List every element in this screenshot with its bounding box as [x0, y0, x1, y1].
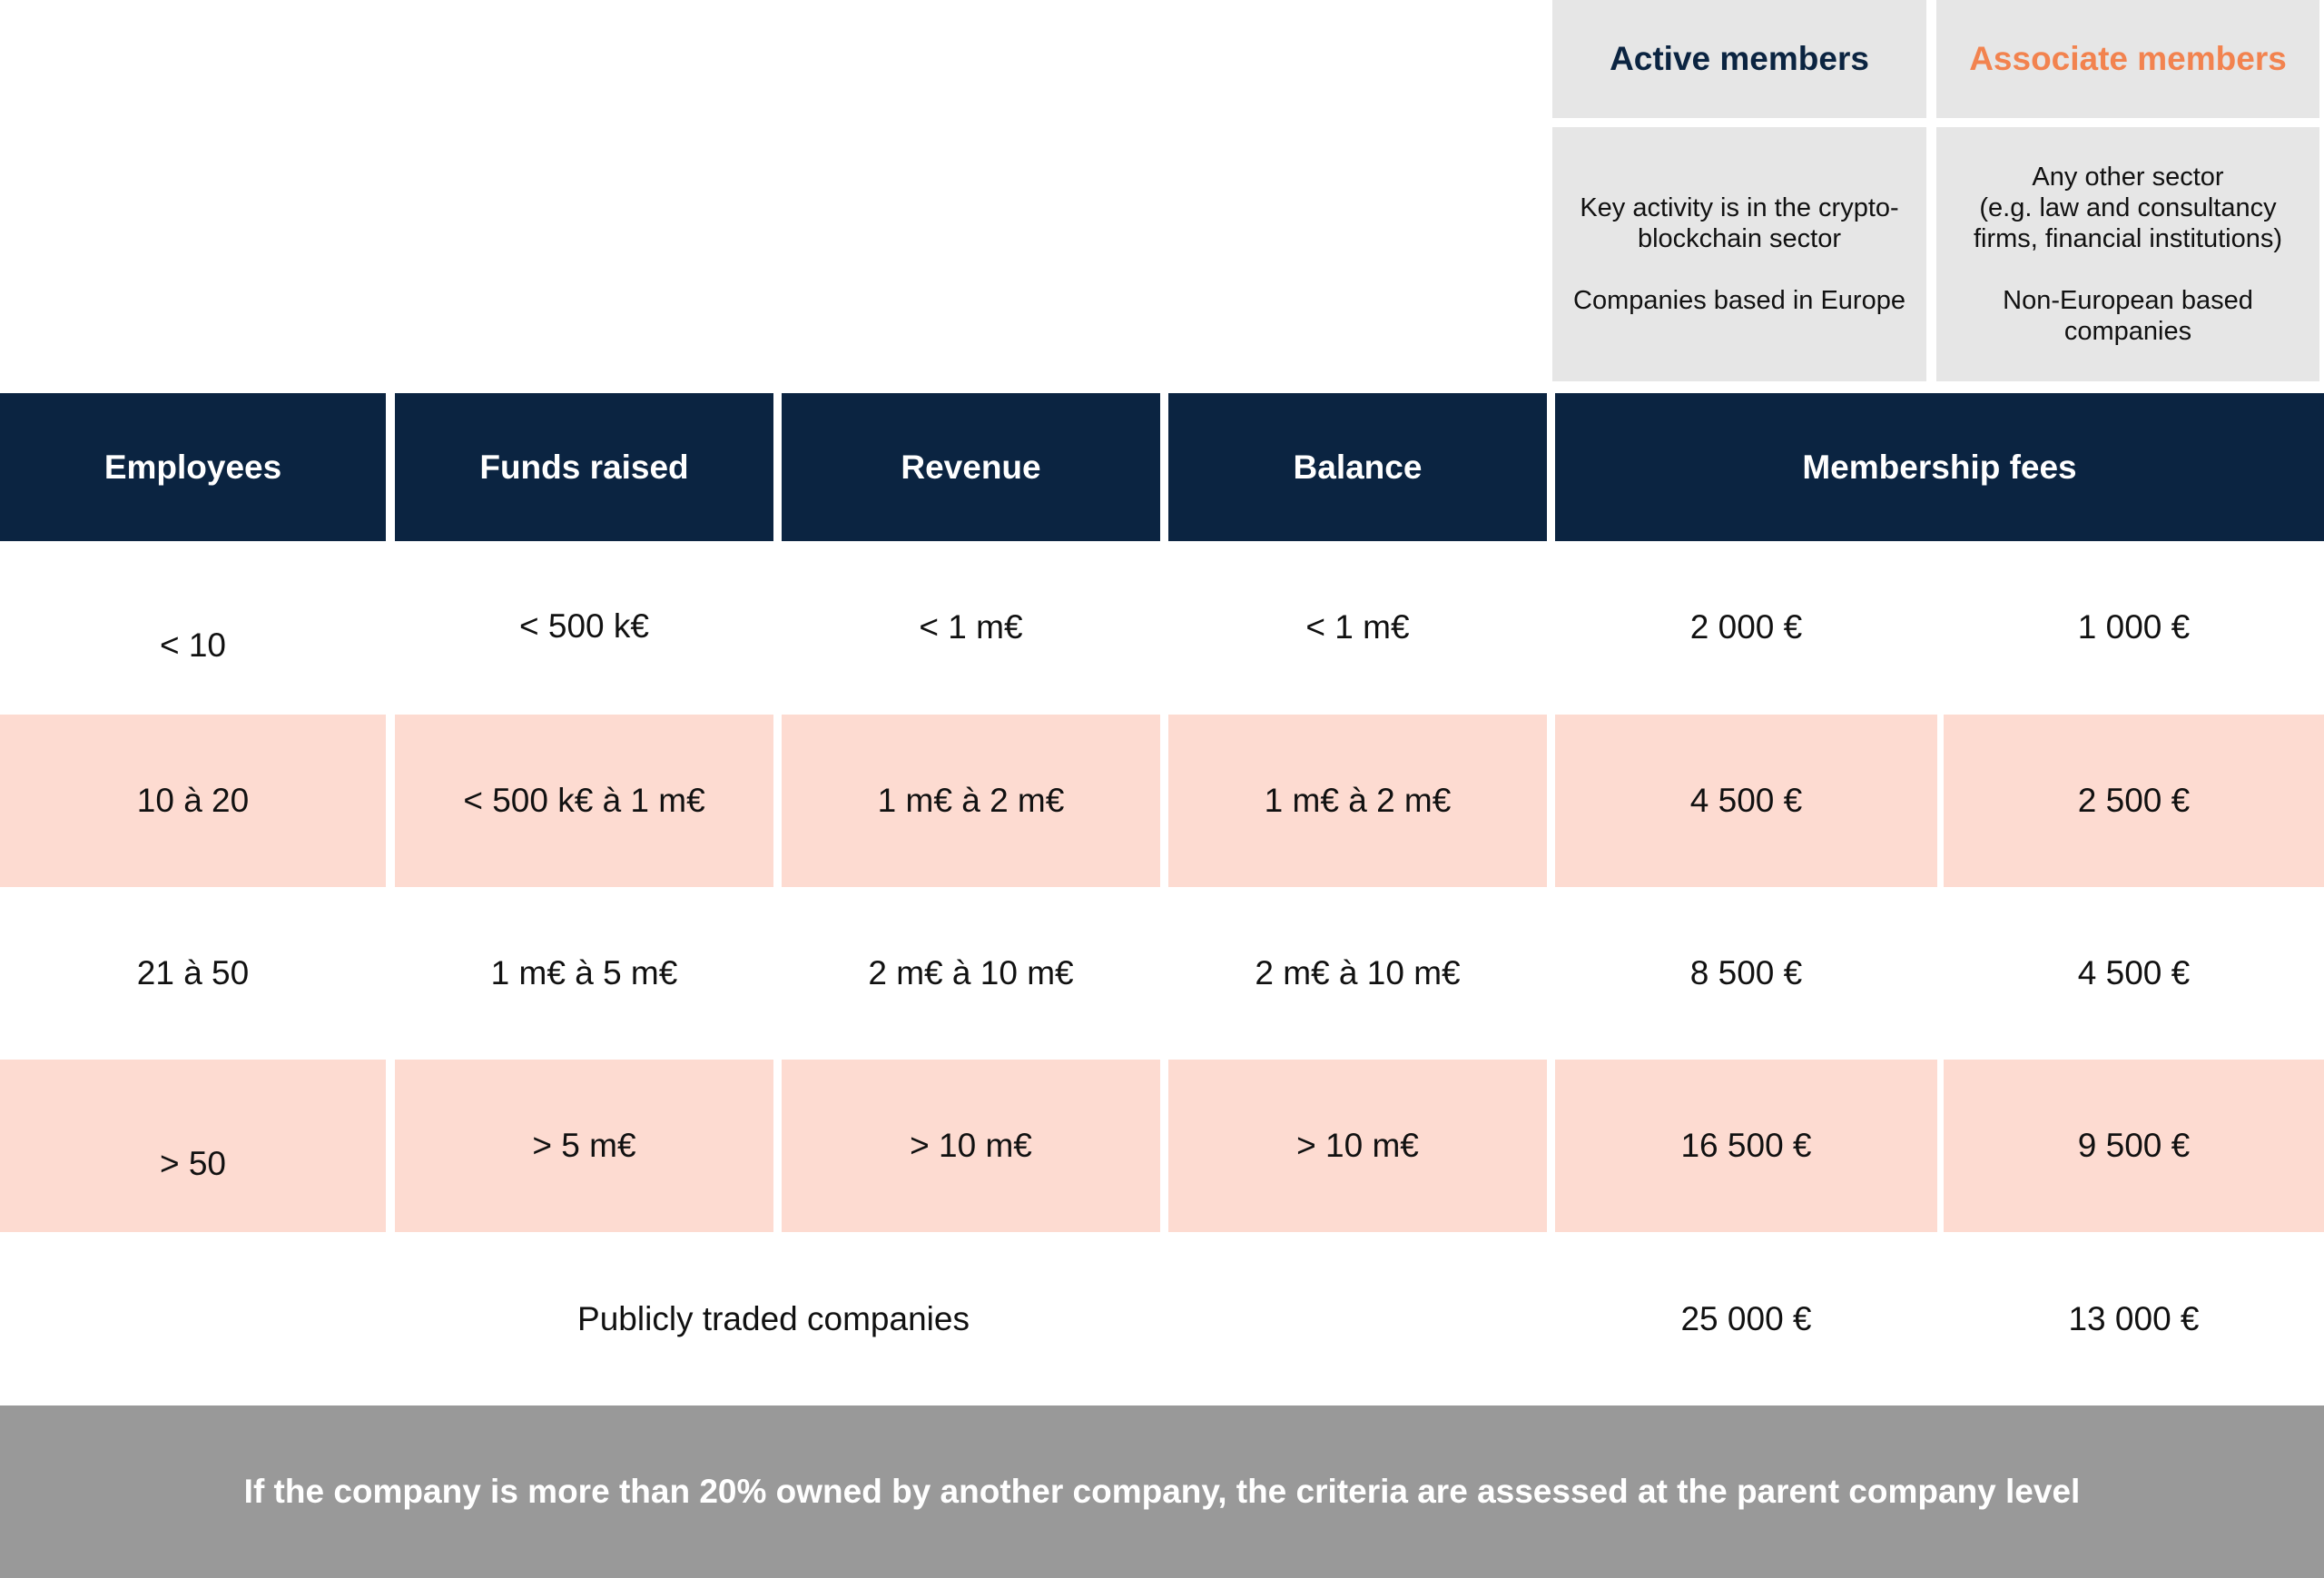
- header-revenue: Revenue: [782, 393, 1160, 541]
- row3-revenue: 2 m€ à 10 m€: [868, 954, 1074, 991]
- row1-revenue: < 1 m€: [919, 608, 1023, 646]
- row2-revenue: 1 m€ à 2 m€: [782, 715, 1160, 887]
- row4-employees: > 50: [0, 1060, 386, 1232]
- row1-associate-fee: 1 000 €: [2077, 608, 2191, 646]
- active-desc-line: blockchain sector: [1637, 224, 1842, 253]
- row4-active-fee: 16 500 €: [1555, 1060, 1937, 1232]
- header-membership-fees: Membership fees: [1555, 393, 2324, 541]
- active-desc-line: Key activity is in the crypto-: [1580, 193, 1899, 222]
- row3-employees: 21 à 50: [136, 954, 250, 991]
- row2-funds: < 500 k€ à 1 m€: [395, 715, 773, 887]
- row1-active-fee: 2 000 €: [1689, 608, 1803, 646]
- footer-note: If the company is more than 20% owned by another company, the criteria are assessed at the parent company level: [0, 1405, 2324, 1578]
- active-members-description: [1552, 127, 1926, 381]
- row2-employees: 10 à 20: [0, 715, 386, 887]
- active-members-title: Active members: [1552, 0, 1926, 118]
- row1-balance: < 1 m€: [1305, 608, 1410, 646]
- header-employees: Employees: [0, 393, 386, 541]
- associate-desc-line: companies: [2063, 317, 2192, 346]
- row2-active-fee: 4 500 €: [1555, 715, 1937, 887]
- active-desc-line: Companies based in Europe: [1573, 286, 1905, 315]
- row1-funds: < 500 k€: [519, 607, 649, 645]
- public-associate-fee: 13 000 €: [2068, 1300, 2200, 1337]
- associate-members-description: [1936, 127, 2319, 381]
- associate-desc-line: firms, financial institutions): [1973, 224, 2283, 253]
- row3-active-fee: 8 500 €: [1689, 954, 1803, 991]
- row4-balance: > 10 m€: [1168, 1060, 1547, 1232]
- row1-employees: < 10: [159, 626, 227, 664]
- row2-associate-fee: 2 500 €: [1944, 715, 2324, 887]
- row2-balance: 1 m€ à 2 m€: [1168, 715, 1547, 887]
- row3-associate-fee: 4 500 €: [2077, 954, 2191, 991]
- associate-members-title: Associate members: [1936, 0, 2319, 118]
- public-active-fee: 25 000 €: [1680, 1300, 1812, 1337]
- public-companies-label: Publicly traded companies: [577, 1300, 970, 1337]
- row4-associate-fee: 9 500 €: [1944, 1060, 2324, 1232]
- row3-balance: 2 m€ à 10 m€: [1255, 954, 1461, 991]
- associate-desc-line: (e.g. law and consultancy: [1979, 193, 2277, 222]
- row4-funds: > 5 m€: [395, 1060, 773, 1232]
- header-balance: Balance: [1168, 393, 1547, 541]
- associate-desc-line: Any other sector: [2032, 163, 2224, 192]
- header-funds-raised: Funds raised: [395, 393, 773, 541]
- associate-desc-line: Non-European based: [2003, 286, 2253, 315]
- row4-revenue: > 10 m€: [782, 1060, 1160, 1232]
- row3-funds: 1 m€ à 5 m€: [490, 954, 678, 991]
